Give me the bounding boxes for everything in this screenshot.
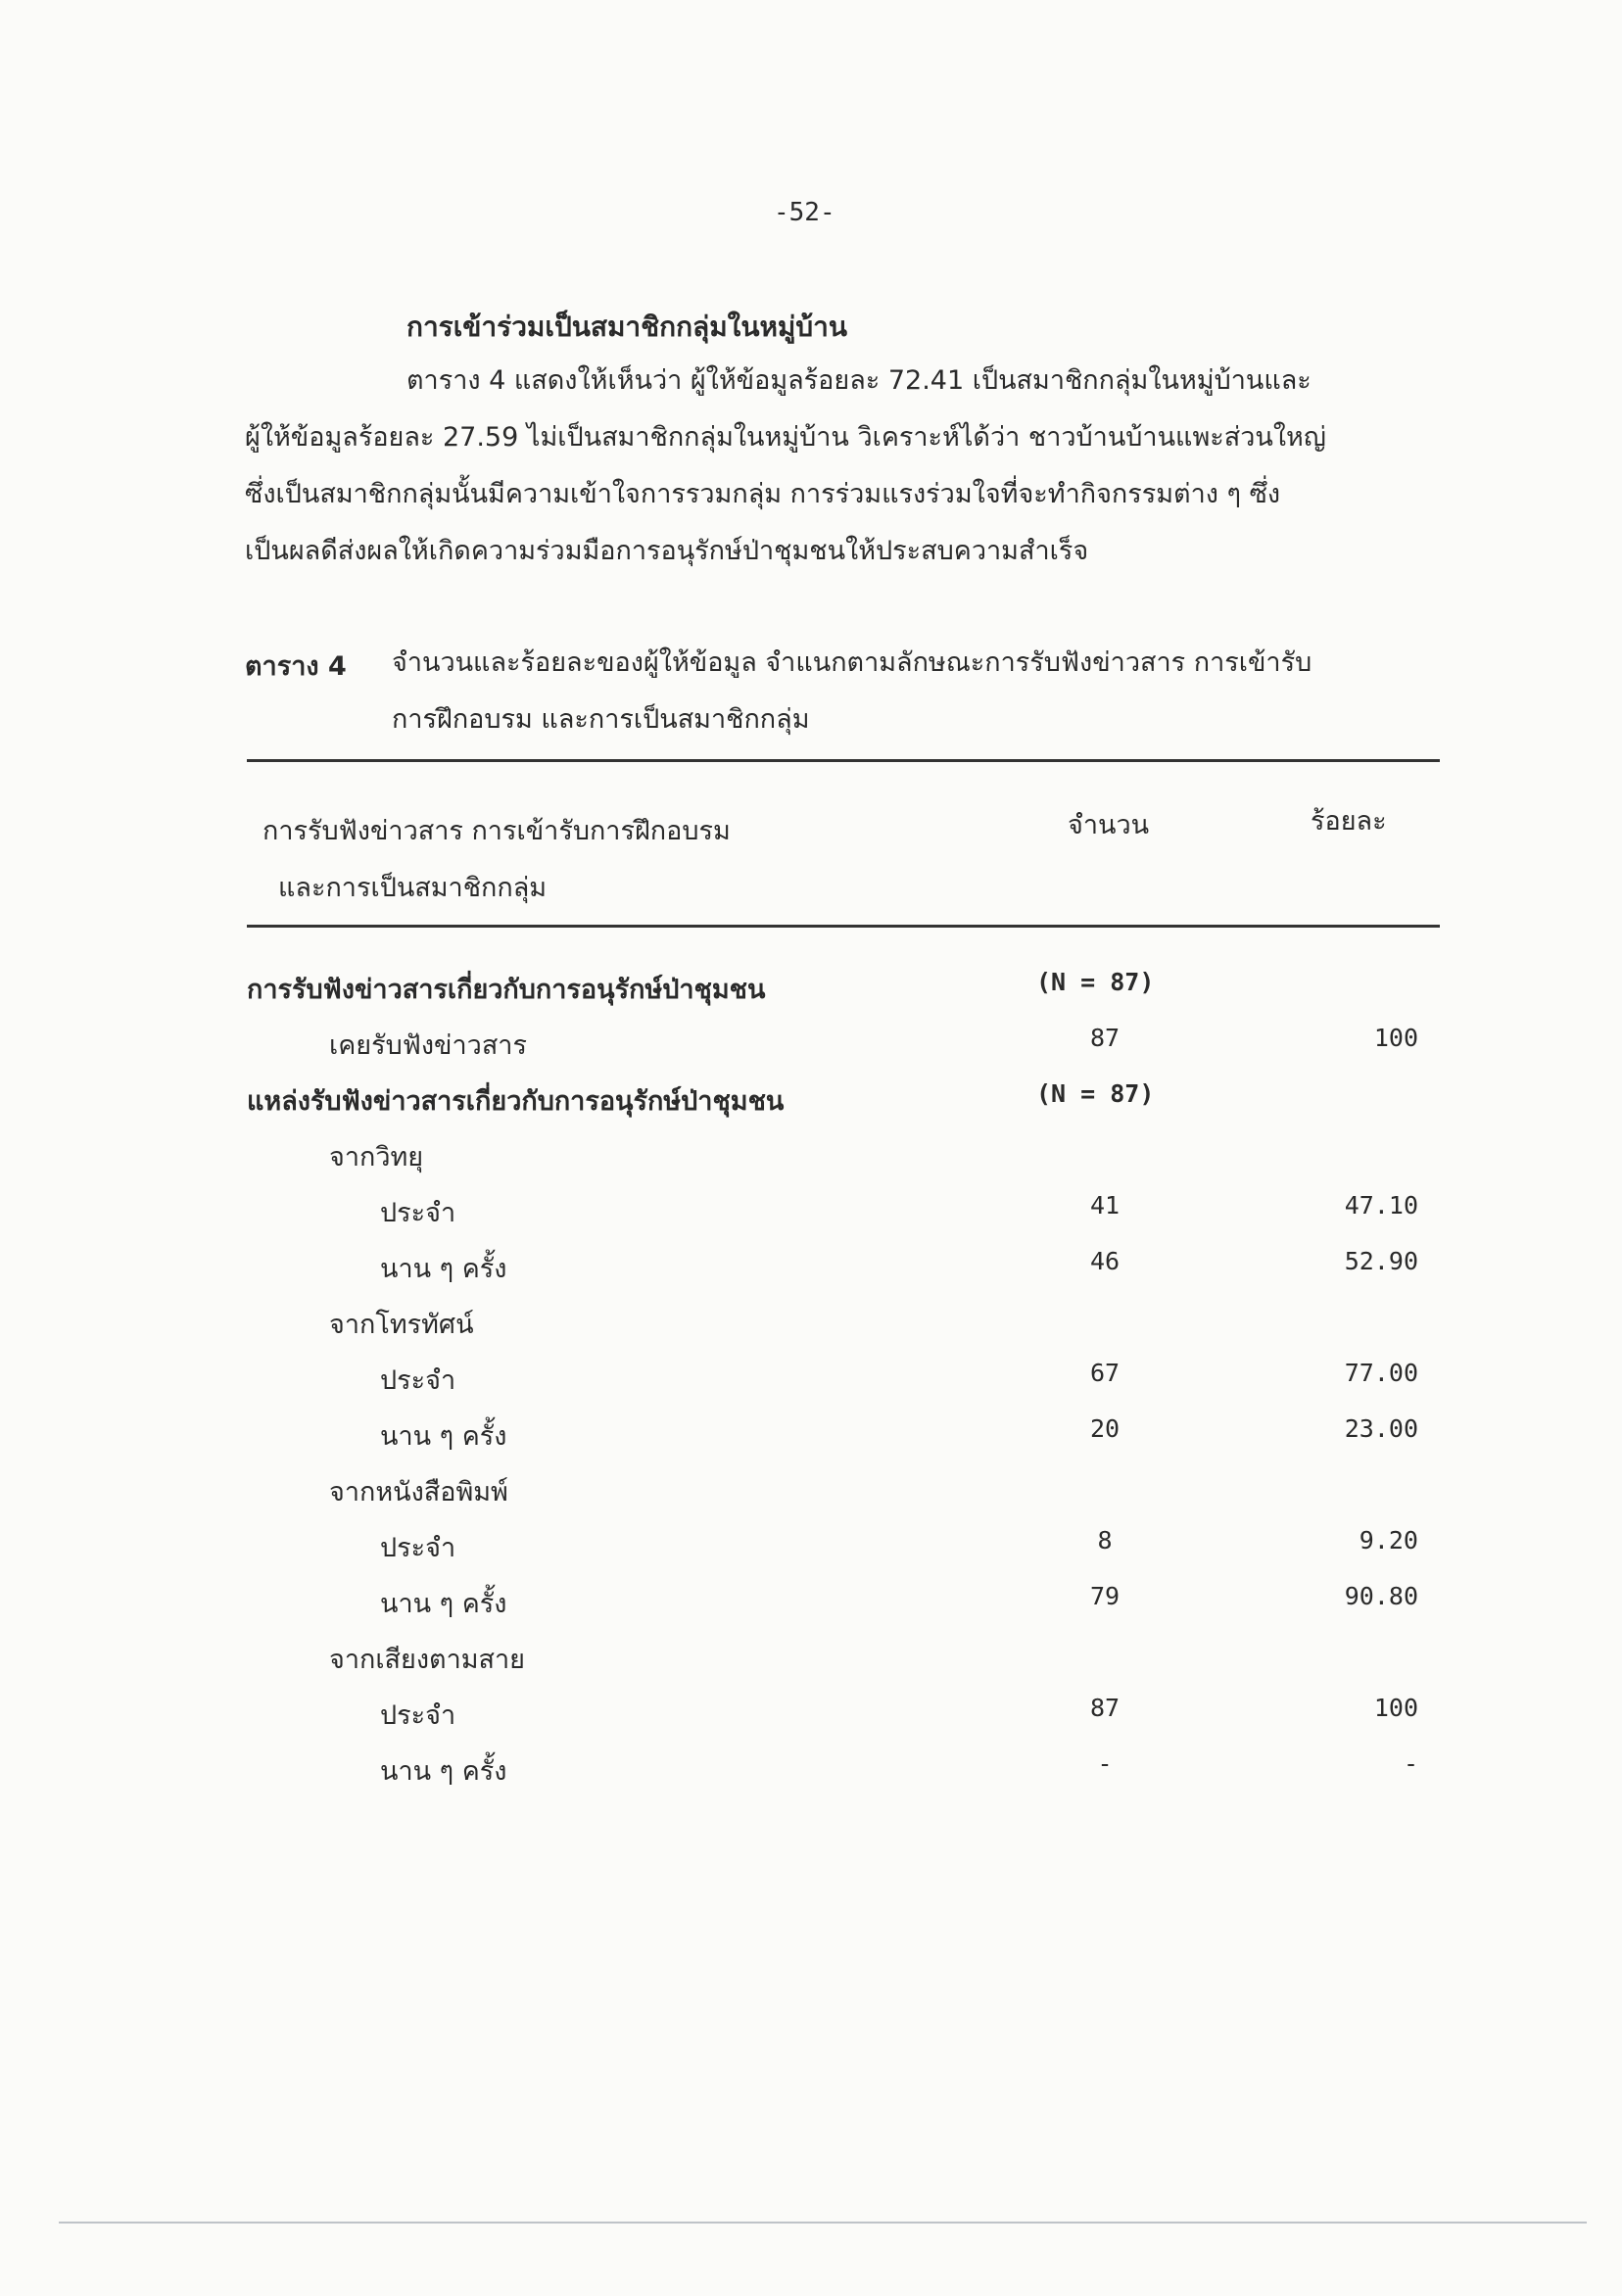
table-header-col3: ร้อยละ	[1311, 806, 1387, 837]
paragraph-line: ตาราง 4 แสดงให้เห็นว่า ผู้ให้ข้อมูลร้อยละ 72.41 เป็นสมาชิกกลุ่มในหมู่บ้านและ	[406, 365, 1312, 396]
page-number: -52-	[774, 198, 835, 227]
table-row-label: นาน ๆ ครั้ง	[380, 1254, 507, 1284]
table-row-count: 87	[1089, 1024, 1121, 1052]
table-row	[0, 1359, 1622, 1413]
table-row	[0, 1024, 1622, 1078]
table-row-count: 8	[1097, 1526, 1113, 1555]
table-header-col1: การรับฟังข่าวสาร การเข้ารับการฝึกอบรม	[262, 816, 731, 846]
table-row-count: 46	[1089, 1247, 1121, 1275]
table-row-label: จากวิทยุ	[329, 1142, 424, 1172]
table-row-label: นาน ๆ ครั้ง	[380, 1756, 507, 1787]
table-row	[0, 1414, 1622, 1469]
paragraph-line: เป็นผลดีส่งผลให้เกิดความร่วมมือการอนุรักษ์ป่าชุมชนให้ประสบความสำเร็จ	[245, 536, 1089, 566]
table-top-rule	[247, 759, 1440, 762]
table-row	[0, 1582, 1622, 1637]
table-row-label: จากหนังสือพิมพ์	[329, 1477, 508, 1507]
table-row	[0, 1135, 1622, 1190]
table-row-sample-size: (N = 87)	[1036, 968, 1155, 996]
table-row-label: นาน ๆ ครั้ง	[380, 1589, 507, 1619]
table-row-label: นาน ๆ ครั้ง	[380, 1421, 507, 1452]
table-row-percent: 100	[1373, 1024, 1418, 1052]
table-row-count: 20	[1089, 1414, 1121, 1443]
table-row	[0, 1191, 1622, 1246]
table-row-percent: 52.90	[1344, 1247, 1418, 1275]
bottom-line	[59, 2222, 1587, 2224]
table-row-percent: 90.80	[1344, 1582, 1418, 1610]
table-caption-line: จำนวนและร้อยละของผู้ให้ข้อมูล จำแนกตามลักษณะการรับฟังข่าวสาร การเข้ารับ	[392, 647, 1312, 678]
table-row	[0, 1079, 1622, 1134]
table-caption-line: การฝึกอบรม และการเป็นสมาชิกกลุ่ม	[392, 704, 810, 735]
table-row-label: เคยรับฟังข่าวสาร	[329, 1030, 527, 1061]
table-header-col1: และการเป็นสมาชิกกลุ่ม	[278, 873, 548, 903]
table-row-count: 67	[1089, 1359, 1121, 1387]
table-row-label: จากโทรทัศน์	[329, 1310, 474, 1340]
table-header-rule	[247, 925, 1440, 928]
table-row	[0, 1303, 1622, 1358]
table-row-count: 79	[1089, 1582, 1121, 1610]
table-caption	[245, 645, 347, 687]
table-header-col2: จำนวน	[1068, 810, 1150, 840]
table-row-label: ประจำ	[380, 1700, 456, 1731]
section-heading: การเข้าร่วมเป็นสมาชิกกลุ่มในหมู่บ้าน	[406, 311, 848, 343]
table-row-percent: 23.00	[1344, 1414, 1418, 1443]
table-row	[0, 1526, 1622, 1581]
table-row-label: การรับฟังข่าวสารเกี่ยวกับการอนุรักษ์ป่าชุมชน	[247, 975, 766, 1005]
table-row	[0, 1694, 1622, 1748]
table-row-percent: -	[1403, 1749, 1418, 1778]
table-row-label: ประจำ	[380, 1533, 456, 1563]
table-row	[0, 1749, 1622, 1804]
table-row	[0, 1470, 1622, 1525]
paragraph-line: ผู้ให้ข้อมูลร้อยละ 27.59 ไม่เป็นสมาชิกกลุ่มในหมู่บ้าน วิเคราะห์ได้ว่า ชาวบ้านบ้านแพะส่วนใหญ่	[245, 422, 1326, 453]
table-row-percent: 100	[1373, 1694, 1418, 1722]
table-row-percent: 47.10	[1344, 1191, 1418, 1220]
table-row	[0, 1247, 1622, 1302]
table-row-label: ประจำ	[380, 1365, 456, 1396]
table-row-sample-size: (N = 87)	[1036, 1079, 1155, 1108]
table-row-label: ประจำ	[380, 1198, 456, 1228]
table-row-label: แหล่งรับฟังข่าวสารเกี่ยวกับการอนุรักษ์ป่าชุมชน	[247, 1086, 785, 1117]
table-row-count: 41	[1089, 1191, 1121, 1220]
table-row	[0, 968, 1622, 1023]
table-row-label: จากเสียงตามสาย	[329, 1645, 525, 1675]
table-row-count: 87	[1089, 1694, 1121, 1722]
table-row-percent: 77.00	[1344, 1359, 1418, 1387]
table-caption-label: ตาราง 4	[245, 651, 347, 682]
table-row-percent: 9.20	[1359, 1526, 1418, 1555]
paragraph-line: ซึ่งเป็นสมาชิกกลุ่มนั้นมีความเข้าใจการรวมกลุ่ม การร่วมแรงร่วมใจที่จะทำกิจกรรมต่าง ๆ ซึ่ง	[245, 479, 1281, 509]
table-row	[0, 1638, 1622, 1693]
table-row-count: -	[1097, 1749, 1113, 1778]
